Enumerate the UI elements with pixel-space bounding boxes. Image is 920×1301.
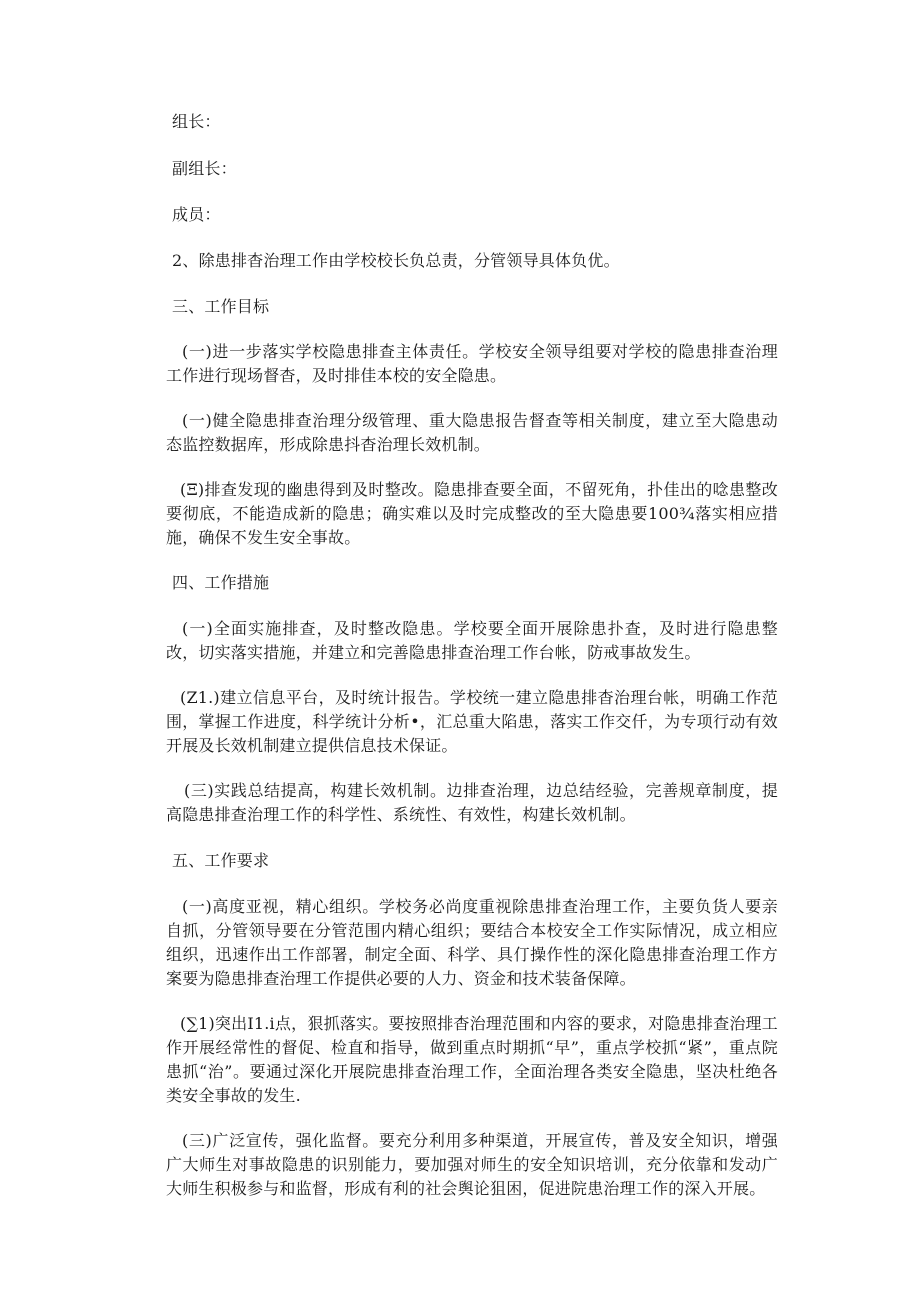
section-3-paragraph-3: (Ξ)排查发现的幽患得到及时整改。隐患排查要全面，不留死角，扑佳出的唸患整改要彻底，不能造成新的隐患；确实难以及时完成整改的至大隐患要100¾落实相应措施，确保不发生安全事故。	[166, 480, 778, 547]
role-members: 成员：	[172, 205, 221, 224]
section-5-paragraph-2: (∑1)突出I1.i点，狠抓落实。要按照排杳治理范围和内容的要求，对隐患排查治理工作开展经常性的督促、检直和指导，做到重点时期抓“早”，重点学校抓“紧”，重点院患抓“治”。要通过深化开展院患排查治理工作，全面治理各类安全隐患，坚决杜绝各类安全事故的发生.	[166, 1014, 778, 1105]
section-4-heading: 四、工作措施	[172, 573, 270, 592]
role-leader: 组长：	[172, 112, 221, 131]
section-4-paragraph-2: (Z1.)建立信息平台，及时统计报告。学校统一建立隐患排杳治理台帐，明确工作范围，掌握工作进度，科学统计分析•，汇总重大陷患，落实工作交仟，为专项行动有效开展及长效机制建立提供信息技术保证。	[166, 688, 778, 755]
section-5-heading: 五、工作要求	[172, 851, 270, 870]
section-5-paragraph-1: (一)高度亚视，精心组织。学校务必尚度重视除患排查治理工作，主要负货人要亲自抓，分管领导要在分管范围内精心组织；要结合本校安全工作实际情况，成立相应组织，迅速作出工作部署，制定全面、科学、具仃操作性的深化隐患排查治理工作方案要为隐患排查治理工作提供必要的人力、资金和技术装备保障。	[166, 897, 778, 988]
role-deputy: 副组长：	[172, 159, 237, 178]
section-5-paragraph-3: (三)广泛宣传，强化监督。要充分利用多种渠道，开展宣传，普及安全知识，增强广大师生对事故隐患的识别能力，要加强对师生的安全知识培训，充分依靠和发动广大师生积极参与和监督，形成有利的社会舆论狙困，促进院患治理工作的深入开展。	[166, 1131, 778, 1198]
item-2-paragraph: 2、除患排杳治理工作由学校校长负总责，分管领导具体负优。	[172, 251, 620, 270]
section-3-paragraph-1: (一)进一步落实学校隐患排查主体责任。学校安全领导组要对学校的隐患排查治理工作进行现场督杳，及时排佳本校的安全隐患。	[166, 342, 778, 385]
section-4-paragraph-1: (一)全面实施排查，及时整改隐患。学校要全面开展除患扑查，及时进行隐患整改，切实落实措施，并建立和完善隐患排查治理工作台帐，防戒事故发生。	[166, 619, 778, 662]
section-3-heading: 三、工作目标	[172, 297, 270, 316]
section-4-paragraph-3: (三)实践总结提高，构建长效机制。边排查治理，边总结经验，完善规章制度，提高隐患排查治理工作的科学性、系统性、有效性，构建长效机制。	[166, 781, 778, 824]
section-3-paragraph-2: (一)健全隐患排查治理分级管理、重大隐患报告督查等相关制度，建立至大隐患动态监控数据库，形成除患抖杳治理长效机制。	[166, 411, 778, 454]
